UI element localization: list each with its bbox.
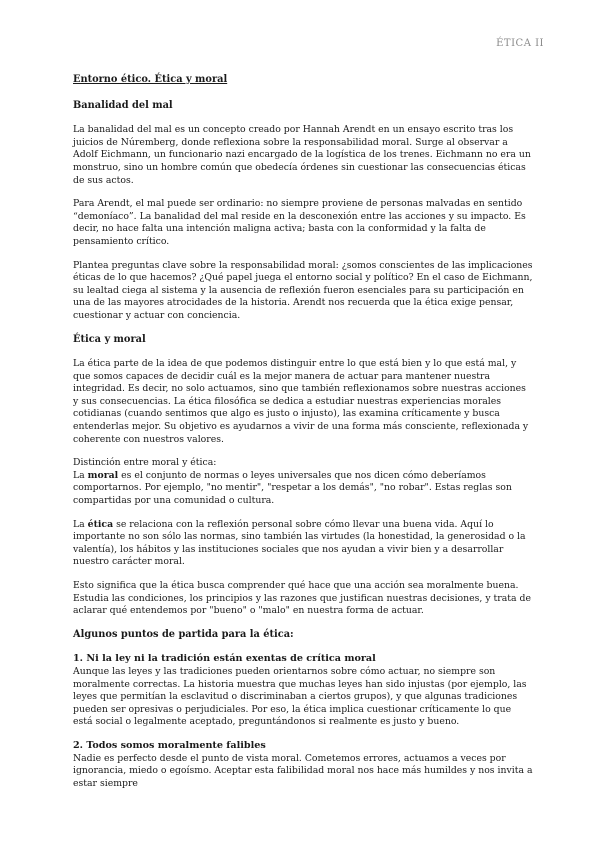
paragraph: Esto significa que la ética busca comprender qué hace que una acción sea moralmente buena. Estudia las condiciones, los principios y las razones que justifican nuestras decisiones, y trata de aclarar qué entendemos por "bueno" o "malo" en nuestra forma de actuar. — [73, 580, 531, 617]
point-2-title: 2. Todos somos moralmente falibles — [73, 739, 266, 751]
section-heading-puntos: Algunos puntos de partida para la ética: — [73, 628, 294, 640]
paragraph: Para Arendt, el mal puede ser ordinario: no siempre proviene de personas malvadas en sentido “demoníaco”. La banalidad del mal reside en la desconexión entre las acciones y su impacto. Es decir, no hace falta una intención maligna activa; basta con la conformidad y la falta de pensamiento crítico. — [73, 198, 526, 247]
document-body — [73, 74, 533, 801]
term-moral: moral — [87, 469, 119, 481]
text-run: se relaciona con la reflexión personal sobre cómo llevar una buena vida. Aquí lo importante no son sólo las normas, sino también las virtudes (la honestidad, la generosidad o la valentía), los hábitos y las instituciones sociales que nos ayudan a vivir bien y a desarrollar nuestro carácter moral. — [73, 518, 526, 568]
point-1-text: Aunque las leyes y las tradiciones pueden orientarnos sobre cómo actuar, no siempre son moralmente correctas. La historia muestra que muchas leyes han sido injustas (por ejemplo, las leyes que permitían la esclavitud o discriminaban a ciertos grupos), y que algunas tradiciones pueden ser opresivas o perjudiciales. Por eso, la ética implica cuestionar críticamente lo que está social o legalmente aceptado, preguntándonos si realmente es justo y bueno. — [73, 665, 527, 728]
paragraph: La ética parte de la idea de que podemos distinguir entre lo que está bien y lo que está mal, y que somos capaces de decidir cuál es la mejor manera de actuar para mantener nuestra integridad. Es decir, no solo actuamos, sino que también reflexionamos sobre nuestras acciones y sus consecuencias. La ética filosófica se dedica a estudiar nuestras experiencias morales cotidianas (cuando sentimos que algo es justo o injusto), las examina críticamente y busca entenderlas mejor. Su objetivo es ayudarnos a vivir de una forma más consciente, reflexionada y coherente con nuestros valores. — [73, 358, 529, 445]
paragraph-moral-definition — [73, 470, 533, 508]
paragraph-etica-definition — [73, 519, 533, 569]
document-title: Entorno ético. Ética y moral — [73, 74, 228, 85]
section-heading-etica-moral: Ética y moral — [73, 333, 146, 345]
section-heading-banalidad: Banalidad del mal — [73, 99, 173, 111]
text-run: La — [73, 518, 88, 530]
text-run: es el conjunto de normas o leyes universales que nos dicen cómo deberíamos comportarnos. Por ejemplo, "no mentir", "respetar a los demás", "no robar". Estas reglas son compartidas por una comunidad o cultura. — [73, 469, 512, 507]
distinction-intro: Distinción entre moral y ética: — [73, 457, 217, 469]
point-2-text: Nadie es perfecto desde el punto de vista moral. Cometemos errores, actuamos a veces por ignorancia, miedo o egoísmo. Aceptar esta falibilidad moral nos hace más humildes y nos invita a estar siempre — [73, 752, 533, 789]
paragraph: La banalidad del mal es un concepto creado por Hannah Arendt en un ensayo escrito tras los juicios de Núremberg, donde reflexiona sobre la responsabilidad moral. Surge al observar a Adolf Eichmann, un funcionario nazi encargado de la logística de los trenes. Eichmann no era un monstruo, sino un hombre común que obedecía órdenes sin cuestionar las consecuencias éticas de sus actos. — [73, 124, 531, 186]
running-header: ÉTICA II — [496, 38, 544, 49]
term-etica: ética — [87, 518, 114, 530]
paragraph: Plantea preguntas clave sobre la responsabilidad moral: ¿somos conscientes de las implicaciones éticas de lo que hacemos? ¿Qué papel juega el entorno social y político? En el caso de Eichmann, su lealtad ciega al sistema y la ausencia de reflexión fueron esenciales para su participación en una de las mayores atrocidades de la historia. Arendt nos recuerda que la ética exige pensar, cuestionar y actuar con conciencia. — [73, 259, 533, 321]
point-1-title: 1. Ni la ley ni la tradición están exentas de crítica moral — [73, 653, 376, 665]
text-run: La — [73, 469, 88, 481]
